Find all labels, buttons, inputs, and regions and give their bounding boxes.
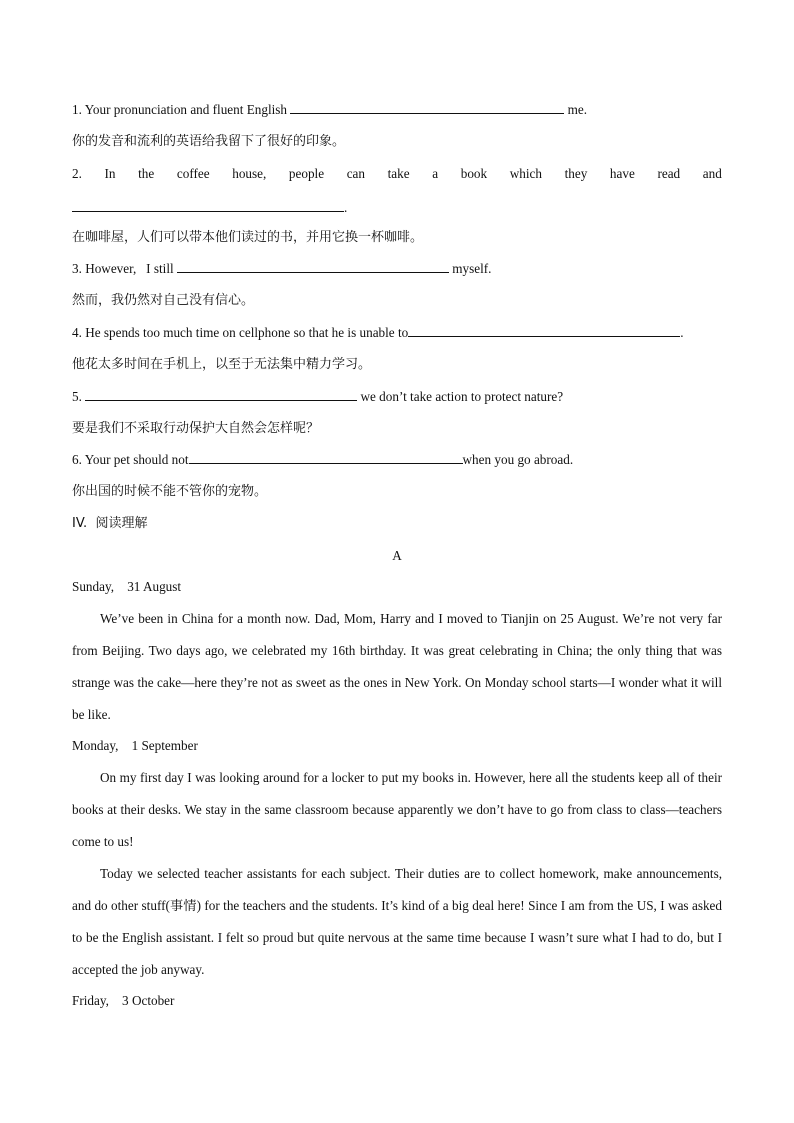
answer-blank[interactable]: [85, 388, 357, 401]
exercise-word: book: [460, 166, 488, 181]
exercise-text: we don’t take action to protect nature?: [360, 389, 564, 404]
answer-blank[interactable]: [408, 324, 680, 337]
exercise-word: and: [702, 166, 722, 181]
diary-date: Sunday, 31 August: [72, 579, 182, 594]
exercise-word: house,: [232, 166, 267, 181]
exercise-text: when you go abroad.: [462, 452, 574, 467]
exercise-word: the: [138, 166, 155, 181]
exercise-3-translation: 然而，我仍然对自己没有信心。: [72, 293, 255, 308]
exercise-number: 3.: [72, 261, 82, 276]
exercise-5-translation: 要是我们不采取行动保护大自然会怎样呢？: [72, 421, 320, 436]
diary-paragraph: Today we selected teacher assistants for each subject. Their duties are to collect homework, make announcements, and do other stuff(事情) for the teachers and the students. It’s kind of a big deal here! Since I am from the US, I was asked to be the English assistant. I felt so proud but quite nervous at the same time because I wasn’t sure what I had to do, but I accepted the job anyway.: [72, 866, 722, 977]
exercise-number: 5.: [72, 389, 82, 404]
exercise-word: coffee: [176, 166, 210, 181]
exercise-2-continuation: [72, 199, 722, 217]
exercise-text: .: [344, 200, 348, 215]
exercise-word: read: [657, 166, 681, 181]
exercise-6: [72, 451, 722, 469]
exercise-1: [72, 101, 722, 119]
exercise-word: In: [104, 166, 116, 181]
exercise-6-translation: 你出国的时候不能不管你的宠物。: [72, 484, 268, 499]
exercise-2: [72, 165, 722, 183]
exercise-3: [72, 260, 722, 278]
exercise-text: .: [680, 325, 684, 340]
diary-paragraph: On my first day I was looking around for a locker to put my books in. However, here all the students keep all of their books at their desks. We stay in the same classroom because apparently we don’t have to go from class to class—teachers come to us!: [72, 770, 722, 849]
answer-blank[interactable]: [72, 199, 344, 212]
exercise-text: He spends too much time on cellphone so that he is unable to: [85, 325, 409, 340]
answer-blank[interactable]: [177, 260, 449, 273]
exercise-4-translation: 他花太多时间在手机上，以至于无法集中精力学习。: [72, 357, 372, 372]
exercise-word: a: [432, 166, 439, 181]
exercise-text: myself.: [452, 261, 492, 276]
exercise-text: Your pet should not: [84, 452, 189, 467]
diary-paragraph: We’ve been in China for a month now. Dad, Mom, Harry and I moved to Tianjin on 25 August. We’re not very far from Beijing. Two days ago, we celebrated my 16th birthday. It was great celebrating in China; the only thing that was strange was the cake—here they’re not as sweet as the ones in New York. On Monday school starts—I wonder what it will be like.: [72, 611, 722, 722]
exercise-text: Your pronunciation and fluent English: [84, 102, 288, 117]
exercise-number: 1.: [72, 102, 82, 117]
exercise-number: 4.: [72, 325, 82, 340]
exercise-word: can: [346, 166, 366, 181]
answer-blank[interactable]: [189, 451, 463, 464]
exercise-1-translation: 你的发音和流利的英语给我留下了很好的印象。: [72, 134, 346, 149]
exercise-word: which: [509, 166, 542, 181]
exercise-5: [72, 388, 722, 406]
exercise-word: people: [288, 166, 325, 181]
exercise-word: take: [387, 166, 410, 181]
exercise-word: have: [609, 166, 635, 181]
answer-blank[interactable]: [290, 101, 564, 114]
exercise-2-translation: 在咖啡屋，人们可以带本他们读过的书，并用它换一杯咖啡。: [72, 230, 424, 245]
exercise-word: they: [564, 166, 588, 181]
exercise-number: 6.: [72, 452, 82, 467]
passage-label: A: [392, 548, 402, 563]
diary-date: Monday, 1 September: [72, 738, 198, 753]
section-heading: IV. 阅读理解: [72, 516, 148, 531]
diary-date: Friday, 3 October: [72, 993, 175, 1008]
exercise-4: [72, 324, 722, 342]
exercise-text: me.: [567, 102, 588, 117]
exercise-number: 2.: [72, 166, 82, 181]
exercise-text: However, I still: [85, 261, 174, 276]
